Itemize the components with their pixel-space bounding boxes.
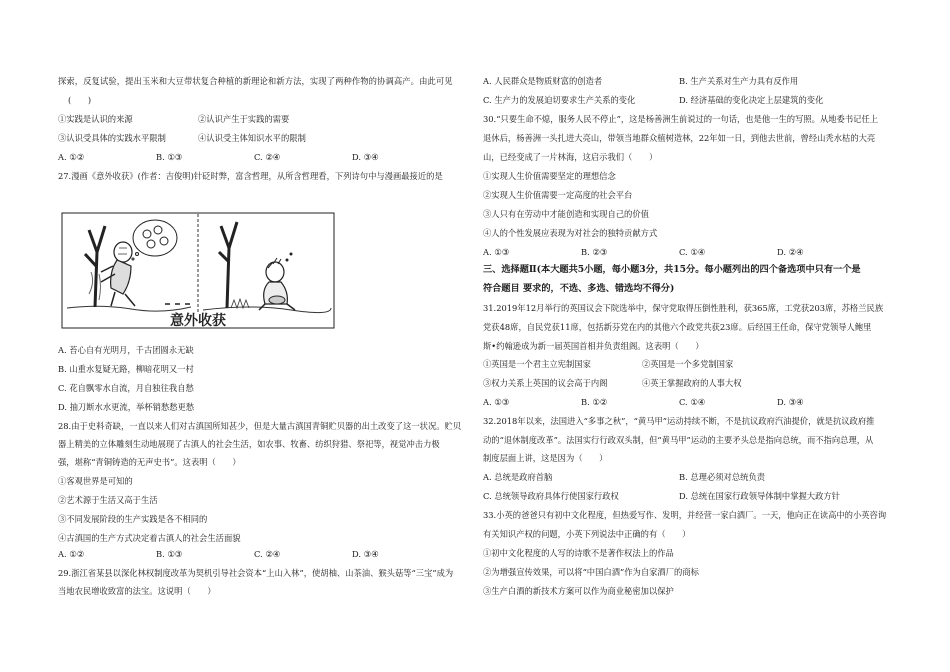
q32-option-a: A. 总统是政府首脑: [483, 472, 553, 482]
q32-option-d: D. 总统在国家行政领导体制中掌握大政方针: [679, 491, 840, 501]
q28-item-4: ④古滇国的生产方式决定着古滇人的社会生活面貌: [58, 533, 241, 543]
q30-item-4: ④人的个性发展应表现为对社会的独特贡献方式: [483, 228, 658, 238]
q31-item-3: ③权力关系上英国的议会高于内阁: [483, 378, 608, 388]
q32-option-b: B. 总理必须对总统负责: [679, 472, 766, 482]
q26-item-2: ②认识产生于实践的需要: [198, 114, 290, 124]
q31-option-c: C. ①④: [679, 397, 706, 407]
q32-line-1: 32.2018年以来，法国进入“多事之秋”，“黄马甲”运动持续不断，不是抗议政府汽油提价，就是抗议政府推: [483, 416, 875, 426]
q26-option-d: D. ③④: [352, 152, 379, 162]
q29-option-d: D. 经济基础的变化决定上层建筑的变化: [679, 95, 824, 105]
q30-line-1: 30.“只要生命不熄，服务人民不停止”，这是杨善洲生前说过的一句话，也是他一生的写照。从地委书记任上: [483, 114, 879, 124]
q31-line-2: 党获48席，自民党获11席，包括新芬党在内的其他六个政党共获23席。后经国王任命，保守党领导人鲍里: [483, 322, 872, 332]
q26-option-b: B. ①③: [156, 152, 183, 162]
q27-option-a: A. 苔心自有光明月，千古团圆永无缺: [58, 345, 194, 355]
q26-item-4: ④认识受主体知识水平的限制: [198, 133, 306, 143]
q31-option-b: B. ①②: [581, 397, 608, 407]
q27-option-d: D. 抽刀断水水更流，举杯销愁愁更愁: [58, 402, 195, 412]
q29-option-a: A. 人民群众是物质财富的创造者: [483, 76, 603, 86]
q29-option-c: C. 生产力的发展迫切要求生产关系的变化: [483, 95, 636, 105]
q33-item-2: ②为增强宣传效果，可以将“中国白酒”作为自家酒厂的商标: [483, 567, 699, 577]
cartoon-title: 意外收获: [170, 313, 226, 329]
q29-line-2: 当地农民增收致富的法宝。这说明（ ）: [58, 586, 216, 596]
q28-option-c: C. ②④: [254, 549, 281, 559]
q33-line-1: 33.小英的爸爸只有初中文化程度，但热爱写作、发明，并经营一家白酒厂。一天，他向正在读高中的小英咨询: [483, 510, 887, 520]
q28-line-2: 器上精美的立体雕刻生动地展现了古滇人的社会生活，如农事、牧畜、纺织狩猎、祭祀等，视觉冲击力极: [58, 439, 440, 449]
q26-option-a: A. ①②: [58, 152, 85, 162]
q28-line-3: 强，堪称“青铜铸造的无声史书”。这表明（ ）: [58, 457, 241, 467]
q28-item-2: ②艺术源于生活又高于生活: [58, 495, 158, 505]
q28-option-a: A. ①②: [58, 549, 85, 559]
q31-option-a: A. ①③: [483, 397, 510, 407]
q31-item-2: ②英国是一个多党制国家: [642, 359, 734, 369]
q31-line-1: 31.2019年12月举行的英国议会下院选举中，保守党取得压倒性胜利，获365席，工党获203席，苏格兰民族: [483, 303, 884, 313]
q31-line-3: 斯•约翰逊成为新一届英国首相并负责组阁。这表明（ ）: [483, 341, 704, 351]
section-header-line-1: 三、选择题Ⅱ(本大题共5小题，每小题3分，共15分。每小题列出的四个备选项中只有一个是: [483, 264, 861, 275]
q28-item-3: ③不同发展阶段的生产实践是各不相同的: [58, 514, 208, 524]
q26-bracket: ( ): [68, 95, 92, 105]
q30-line-3: 山，已经变成了一片林海，这启示我们（ ）: [483, 152, 658, 162]
q27-stem: 27.漫画《意外收获》(作者：吉俊明)针砭时弊，富含哲理，从所含哲理看，下列诗句中与漫画最接近的是: [58, 171, 443, 181]
q26-item-3: ③认识受具体的实践水平限制: [58, 133, 166, 143]
section-header-line-2: 符合题目 要求的，不选、多选、错选均不得分): [483, 283, 675, 294]
q30-option-d: D. ②④: [777, 247, 804, 257]
q30-item-3: ③人只有在劳动中才能创造和实现自己的价值: [483, 209, 649, 219]
q28-item-1: ①客观世界是可知的: [58, 476, 133, 486]
cartoon-image: [61, 212, 335, 329]
q32-option-c: C. 总统领导政府具体行使国家行政权: [483, 491, 619, 501]
q31-item-1: ①英国是一个君主立宪制国家: [483, 359, 591, 369]
q30-option-b: B. ②③: [581, 247, 608, 257]
q30-item-2: ②实现人生价值需要一定高度的社会平台: [483, 190, 633, 200]
q28-option-b: B. ①③: [156, 549, 183, 559]
q26-option-c: C. ②④: [254, 152, 281, 162]
q27-option-c: C. 花自飘零水自流，月自独往我自愁: [58, 383, 194, 393]
q31-item-4: ④英王掌握政府的人事大权: [642, 378, 742, 388]
q28-option-d: D. ③④: [352, 549, 379, 559]
q30-item-1: ①实现人生价值需要坚定的理想信念: [483, 171, 616, 181]
q30-line-2: 退休后，杨善洲一头扎进大亮山，带领当地群众植树造林，22年如一日，到他去世前，曾经山秃水枯的大亮: [483, 133, 876, 143]
q29-option-b: B. 生产关系对生产力具有反作用: [679, 76, 799, 86]
q27-option-b: B. 山重水复疑无路，柳暗花明又一村: [58, 364, 194, 374]
q30-option-c: C. ①④: [679, 247, 706, 257]
q28-line-1: 28.由于史料奇缺，一直以来人们对古滇国所知甚少，但是大量古滇国青铜贮贝器的出土改变了这一状况。贮贝: [58, 421, 462, 431]
q33-line-2: 有关知识产权的问题，小英下列说法中正确的有（ ）: [483, 529, 691, 539]
q26-item-1: ①实践是认识的来源: [58, 114, 133, 124]
q29-line-1: 29.浙江省某县以深化林权制度改革为契机引导社会资本“上山入林”，使胡柚、山茶油、猴头菇等“三宝”成为: [58, 568, 454, 578]
q33-item-3: ③生产白酒的新技术方案可以作为商业秘密加以保护: [483, 586, 674, 596]
q30-option-a: A. ①③: [483, 247, 510, 257]
q33-item-1: ①初中文化程度的人写的诗歌不是著作权法上的作品: [483, 548, 674, 558]
q31-option-d: D. ③④: [777, 397, 804, 407]
q32-line-2: 动的“退休制度改革”。法国实行行政双头制，但“黄马甲”运动的主要矛头总是指向总统，而不指向总理，从: [483, 435, 874, 445]
q26-continuation: 探索，反复试验，提出玉米和大豆带状复合种植的新理论和新方法，实现了两种作物的协调高产。由此可见: [58, 76, 453, 86]
q32-line-3: 制度层面上讲，这是因为（ ）: [483, 453, 608, 463]
